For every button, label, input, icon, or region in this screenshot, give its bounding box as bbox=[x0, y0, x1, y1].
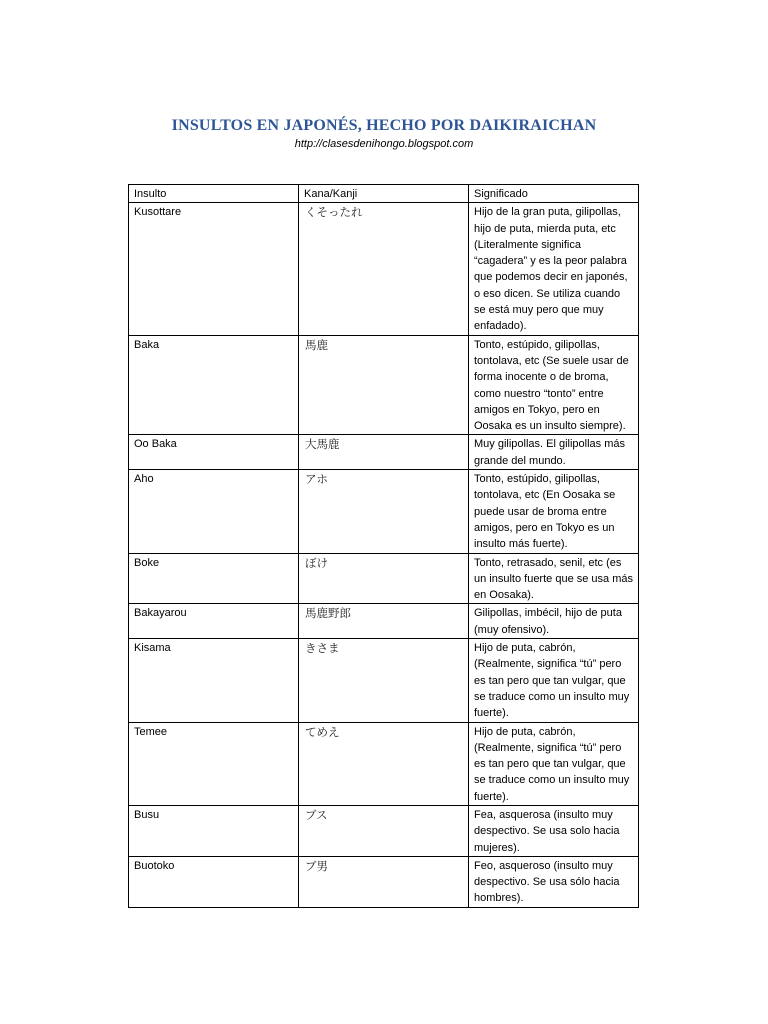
kana-cell: ブ男 bbox=[299, 856, 469, 907]
significado-cell: Fea, asquerosa (insulto muy despectivo. Se usa solo hacia mujeres). bbox=[469, 805, 639, 856]
table-row bbox=[129, 470, 639, 553]
table-row bbox=[129, 722, 639, 805]
blog-url[interactable]: http://clasesdenihongo.blogspot.com bbox=[294, 138, 474, 150]
kana-cell: 馬鹿 bbox=[299, 335, 469, 435]
insulto-cell: Buotoko bbox=[129, 856, 299, 907]
page-title: INSULTOS EN JAPONÉS, HECHO POR DAIKIRAICHAN bbox=[171, 117, 597, 134]
kana-cell: ぼけ bbox=[299, 553, 469, 604]
table-row bbox=[129, 856, 639, 907]
insulto-cell: Oo Baka bbox=[129, 435, 299, 470]
table-row bbox=[129, 553, 639, 604]
kana-cell: アホ bbox=[299, 470, 469, 553]
kana-cell: きさま bbox=[299, 639, 469, 722]
table-row bbox=[129, 805, 639, 856]
table-row bbox=[129, 435, 639, 470]
insulto-cell: Bakayarou bbox=[129, 604, 299, 639]
significado-cell: Tonto, retrasado, senil, etc (es un insulto fuerte que se usa más en Oosaka). bbox=[469, 553, 639, 604]
insulto-cell: Aho bbox=[129, 470, 299, 553]
table-header-row bbox=[129, 185, 639, 203]
table-row bbox=[129, 604, 639, 639]
significado-cell: Hijo de puta, cabrón, (Realmente, significa “tú” pero es tan pero que tan vulgar, que se traduce como un insulto muy fuerte). bbox=[469, 722, 639, 805]
insulto-cell: Busu bbox=[129, 805, 299, 856]
significado-cell: Muy gilipollas. El gilipollas más grande del mundo. bbox=[469, 435, 639, 470]
kana-cell: 馬鹿野郎 bbox=[299, 604, 469, 639]
table-row bbox=[129, 639, 639, 722]
kana-cell: 大馬鹿 bbox=[299, 435, 469, 470]
kana-cell: てめえ bbox=[299, 722, 469, 805]
significado-cell: Hijo de puta, cabrón, (Realmente, significa “tú” pero es tan pero que tan vulgar, que se traduce como un insulto muy fuerte). bbox=[469, 639, 639, 722]
insulto-cell: Boke bbox=[129, 553, 299, 604]
table-row bbox=[129, 335, 639, 435]
table-row bbox=[129, 203, 639, 335]
significado-cell: Feo, asqueroso (insulto muy despectivo. Se usa sólo hacia hombres). bbox=[469, 856, 639, 907]
header-significado: Significado bbox=[469, 185, 639, 203]
significado-cell: Hijo de la gran puta, gilipollas, hijo de puta, mierda puta, etc (Literalmente significa “cagadera” y es la peor palabra que podemos decir en japonés, o eso dicen. Se utiliza cuando se está muy pero que muy enfadado). bbox=[469, 203, 639, 335]
insulto-cell: Baka bbox=[129, 335, 299, 435]
significado-cell: Gilipollas, imbécil, hijo de puta (muy ofensivo). bbox=[469, 604, 639, 639]
insulto-cell: Temee bbox=[129, 722, 299, 805]
kana-cell: くそったれ bbox=[299, 203, 469, 335]
significado-cell: Tonto, estúpido, gilipollas, tontolava, etc (Se suele usar de forma inocente o de broma, como nuestro “tonto” entre amigos en Tokyo, pero en Oosaka es un insulto siempre). bbox=[469, 335, 639, 435]
insulto-cell: Kisama bbox=[129, 639, 299, 722]
significado-cell: Tonto, estúpido, gilipollas, tontolava, etc (En Oosaka se puede usar de broma entre amigos, pero en Tokyo es un insulto más fuerte). bbox=[469, 470, 639, 553]
insults-table bbox=[128, 184, 639, 908]
insulto-cell: Kusottare bbox=[129, 203, 299, 335]
header-insulto: Insulto bbox=[129, 185, 299, 203]
kana-cell: ブス bbox=[299, 805, 469, 856]
header-kana-kanji: Kana/Kanji bbox=[299, 185, 469, 203]
